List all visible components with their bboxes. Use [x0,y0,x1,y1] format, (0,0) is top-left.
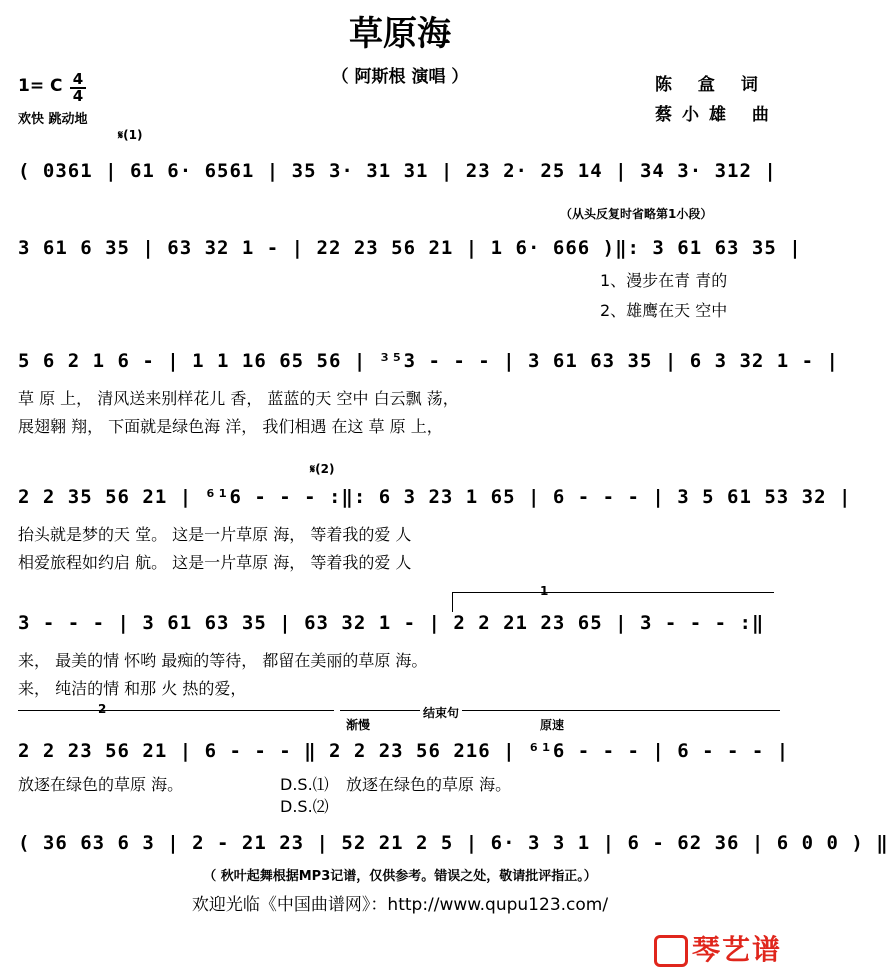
repeat-annotation: （从头反复时省略第1小段） [560,207,713,221]
score-row-6: 2 2 23 56 21 | 6 - - - ‖ 2 2 23 56 216 | ⁶¹6 - - - | 6 - - - | [18,740,790,762]
dal-segno-2: D.S.⑵ [280,797,329,816]
lyric-row-6-verse-1: 放逐在绿色的草原 海。 [18,775,184,794]
segno-sign-2: 𝄋(2) [310,462,335,476]
volta-2-bracket [18,710,334,711]
website-welcome: 欢迎光临《中国曲谱网》：http://www.qupu123.com/ [191,895,609,915]
ritardando-mark: 渐慢 [346,718,371,732]
volta-1-bracket-start [452,592,453,612]
score-row-3: 5 6 2 1 6 - | 1 1 16 65 56 | ³⁵3 - - - | 3 61 63 35 | 6 3 32 1 - | [18,350,839,372]
volta-1-bracket [452,592,774,593]
segno-sign-1: 𝄋(1) [118,128,143,142]
time-signature [70,72,86,104]
coda-bracket [340,710,780,711]
lyric-row-3-verse-2: 展翅翱 翔， 下面就是绿色海 洋， 我们相遇 在这 草 原 上， [18,417,443,436]
site-logo [654,928,782,968]
meter-bottom: 4 [72,87,84,105]
lyric-row-4-verse-1: 抬头就是梦的天 堂。 这是一片草原 海， 等着我的爱 人 [18,525,412,544]
lyric-row-5-verse-1: 来， 最美的情 怀哟 最痴的等待， 都留在美丽的草原 海。 [18,651,428,670]
a-tempo-mark: 原速 [540,718,565,732]
score-row-1: ( 0361 | 61 6· 6561 | 35 3· 31 31 | 23 2· 25 14 | 34 3· 312 | [18,160,777,182]
lyric-row-4-verse-2: 相爱旅程如约启 航。 这是一片草原 海， 等着我的爱 人 [18,553,412,572]
tempo-marking: 欢快 跳动地 [18,112,88,127]
singer-credit: （ 阿斯根 演唱 ） [331,67,469,87]
lyric-row-3-verse-1: 草 原 上， 清风送来别样花儿 香， 蓝蓝的天 空中 白云飘 荡， [18,389,459,408]
dal-segno-1: D.S.⑴ [280,775,329,794]
logo-mark-icon [654,935,688,967]
key-signature: 1= C [18,76,63,96]
logo-text: 琴艺谱 [691,933,782,966]
composer-credit: 蔡小雄 曲 [655,105,779,125]
ending-section-label: 结束句 [420,704,462,721]
volta-1-label: 1 [540,584,549,598]
lyric-row-6-ending: 放逐在绿色的草原 海。 [346,775,512,794]
lyric-row-2-verse-1: 1、漫步在青 青的 [600,271,728,290]
lyric-row-2-verse-2: 2、雄鹰在天 空中 [600,301,728,320]
meter-top: 4 [70,72,86,89]
lyric-row-5-verse-2: 来， 纯洁的情 和那 火 热的爱， [18,679,247,698]
score-row-2: 3 61 6 35 | 63 32 1 - | 22 23 56 21 | 1 6· 666 )‖: 3 61 63 35 | [18,237,802,259]
volta-2-label: 2 [98,702,107,716]
song-title: 草原海 [349,14,451,54]
score-row-4: 2 2 35 56 21 | ⁶¹6 - - - :‖: 6 3 23 1 65 | 6 - - - | 3 5 61 53 32 | [18,486,852,508]
lyricist-credit: 陈 盒 词 [655,75,768,95]
score-row-7: ( 36 63 6 3 | 2 - 21 23 | 52 21 2 5 | 6· 3 3 1 | 6 - 62 36 | 6 0 0 ) ‖ [18,832,889,854]
score-row-5: 3 - - - | 3 61 63 35 | 63 32 1 - | 2 2 21 23 65 | 3 - - - :‖ [18,612,765,634]
transcription-note: （ 秋叶起舞根据MP3记谱，仅供参考。错误之处，敬请批评指正。） [203,869,597,884]
